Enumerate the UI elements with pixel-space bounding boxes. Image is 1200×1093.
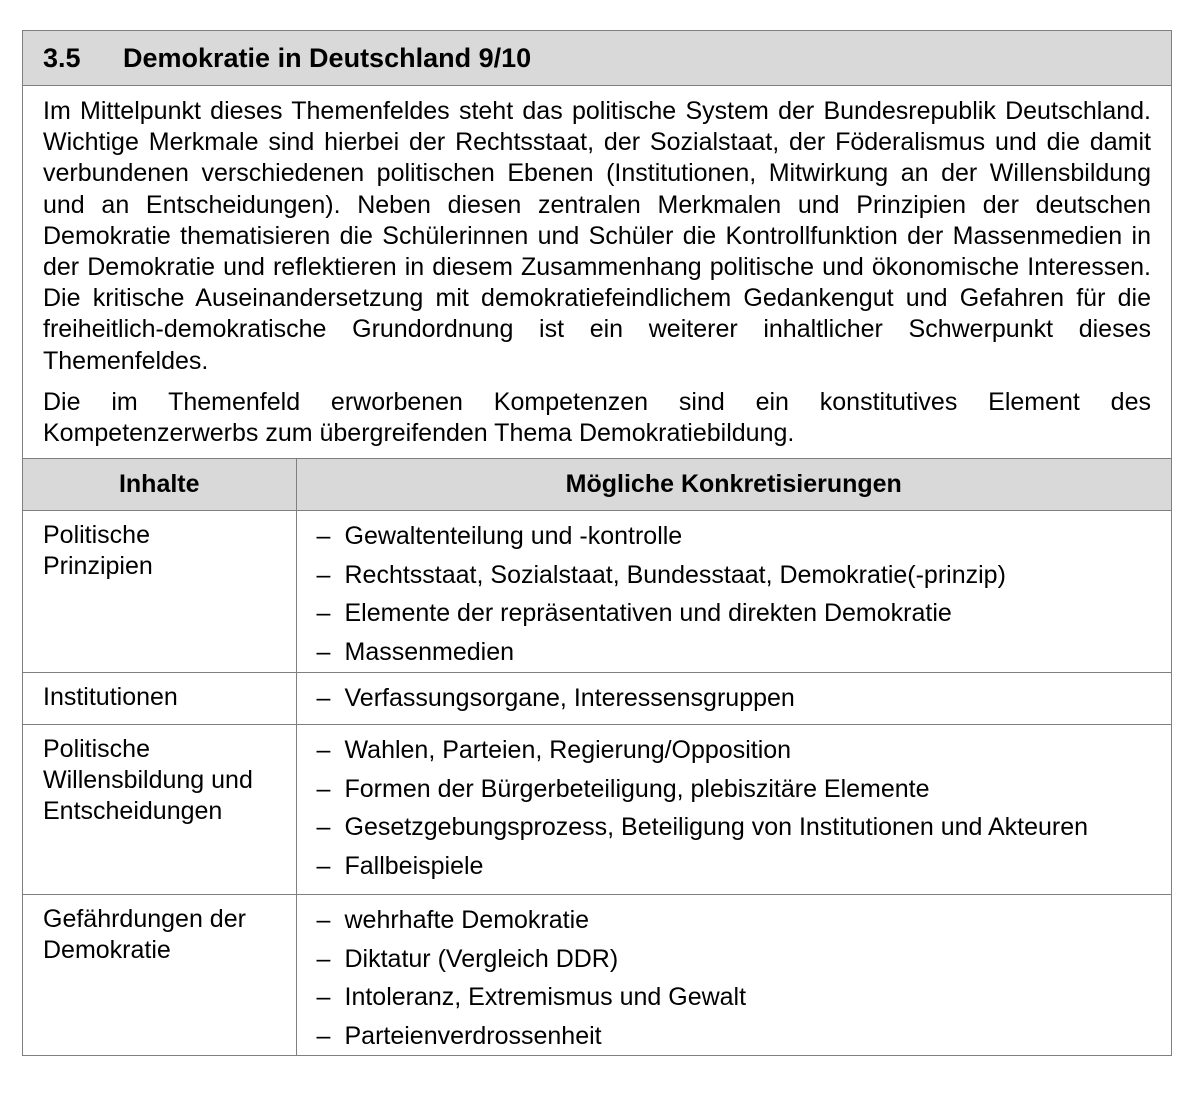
- intro-paragraph: Im Mittelpunkt dieses Themenfeldes steht das politische System der Bundesrepublik Deutschland. Wichtige Merkmale sind hierbei der Rechtsstaat, der Sozialstaat, der Föderalismus und die damit verbundenen verschiedenen politischen Ebenen (Institutionen, Mitwirkung an der Willensbildung und an Entscheidungen). Neben diesen zentralen Merkmalen und Prinzipien der deutschen Demokratie thematisieren die Schülerinnen und Schüler die Kontrollfunktion der Massenmedien in der Demokratie und reflektieren in diesem Zusammenhang politische und ökonomische Interessen. Die kritische Auseinandersetzung mit demokratiefeindlichem Gedankengut und Gefahren für die freiheitlich-demokratische Grundordnung ist ein weiterer inhaltlicher Schwerpunkt dieses Themenfeldes.: [43, 97, 1151, 375]
- list-item-text: Rechtsstaat, Sozialstaat, Bundesstaat, Demokratie(-prinzip): [344, 560, 1006, 589]
- topic-cell: [23, 672, 296, 724]
- items-cell: [296, 511, 1171, 673]
- list-item-text: Fallbeispiele: [344, 851, 484, 880]
- list-item-text: Parteienverdrossenheit: [344, 1021, 602, 1050]
- topic-label-line: Entscheidungen: [43, 796, 223, 825]
- topic-label: [23, 511, 296, 582]
- dash-bullet: –: [316, 683, 331, 712]
- table-body: [23, 511, 1171, 1057]
- list-item: [317, 940, 1172, 979]
- list-item-text: Diktatur (Vergleich DDR): [344, 944, 619, 973]
- topic-cell: [23, 724, 296, 894]
- list-item-text: wehrhafte Demokratie: [344, 905, 590, 934]
- list-item-text: Gesetzgebungsprozess, Beteiligung von Institutionen und Akteuren: [344, 813, 1089, 842]
- curriculum-box: [22, 30, 1172, 1056]
- list-item: [317, 901, 1172, 940]
- list-item-text: Massenmedien: [344, 638, 515, 667]
- dash-bullet: –: [316, 599, 331, 628]
- section-header: [23, 31, 1171, 86]
- list-item: [317, 517, 1172, 556]
- topic-cell: [23, 894, 296, 1056]
- list-item-text: Verfassungsorgane, Interessensgruppen: [344, 683, 795, 712]
- column-header-konkretisierungen: Mögliche Konkretisierungen: [296, 459, 1171, 511]
- topic-label: [23, 673, 296, 713]
- dash-bullet: –: [316, 638, 331, 667]
- items-cell: [296, 724, 1171, 894]
- dash-bullet: –: [316, 905, 331, 934]
- topic-label: [23, 725, 296, 827]
- topic-label-line: Politische: [43, 521, 150, 549]
- topic-label-line: Institutionen: [43, 682, 178, 711]
- topic-label-line: Demokratie: [43, 935, 171, 964]
- list-item: [317, 633, 1172, 672]
- topic-label-line: Gefährdungen der: [43, 904, 246, 933]
- list-item: [317, 556, 1172, 595]
- content-table: [23, 459, 1171, 1056]
- dash-bullet: –: [316, 735, 331, 764]
- table-header-row: [23, 459, 1171, 511]
- list-item: [317, 594, 1172, 633]
- dash-bullet: –: [316, 944, 331, 973]
- dash-bullet: –: [316, 522, 331, 550]
- list-item-text: Formen der Bürgerbeteiligung, plebiszitäre Elemente: [344, 774, 930, 803]
- items-cell: [296, 894, 1171, 1056]
- list-item-text: Wahlen, Parteien, Regierung/Opposition: [344, 735, 792, 764]
- concretization-list: [297, 725, 1172, 886]
- concretization-list: [297, 511, 1172, 672]
- items-cell: [296, 672, 1171, 724]
- topic-label-line: Prinzipien: [43, 552, 153, 580]
- list-item: [317, 978, 1172, 1017]
- column-header-inhalte: Inhalte: [23, 459, 296, 511]
- dash-bullet: –: [316, 1021, 331, 1050]
- section-title: Demokratie in Deutschland 9/10: [123, 42, 532, 73]
- list-item-text: Gewaltenteilung und -kontrolle: [344, 522, 683, 550]
- table-row: [23, 511, 1171, 673]
- list-item: [317, 770, 1172, 809]
- dash-bullet: –: [316, 851, 331, 880]
- topic-label-line: Willensbildung und: [43, 765, 253, 794]
- topic-label: [23, 895, 296, 966]
- list-item-text: Elemente der repräsentativen und direkten Demokratie: [344, 599, 952, 628]
- table-row: [23, 724, 1171, 894]
- concretization-list: [297, 673, 1172, 718]
- list-item: [317, 731, 1172, 770]
- dash-bullet: –: [316, 813, 331, 842]
- list-item: [317, 847, 1172, 886]
- intro-text: [23, 86, 1171, 459]
- concretization-list: [297, 895, 1172, 1056]
- list-item: [317, 679, 1172, 718]
- list-item-text: Intoleranz, Extremismus und Gewalt: [344, 983, 747, 1012]
- dash-bullet: –: [316, 560, 331, 589]
- table-row: [23, 672, 1171, 724]
- list-item: [317, 808, 1172, 847]
- dash-bullet: –: [316, 774, 331, 803]
- dash-bullet: –: [316, 983, 331, 1012]
- list-item: [317, 1017, 1172, 1056]
- topic-label-line: Politische: [43, 734, 150, 763]
- intro-paragraph: Die im Themenfeld erworbenen Kompetenzen sind ein konstitutives Element des Kompetenzerwerbs zum übergreifenden Thema Demokratiebildung.: [43, 387, 1151, 448]
- section-number: 3.5: [43, 42, 81, 73]
- table-row: [23, 894, 1171, 1056]
- topic-cell: [23, 511, 296, 673]
